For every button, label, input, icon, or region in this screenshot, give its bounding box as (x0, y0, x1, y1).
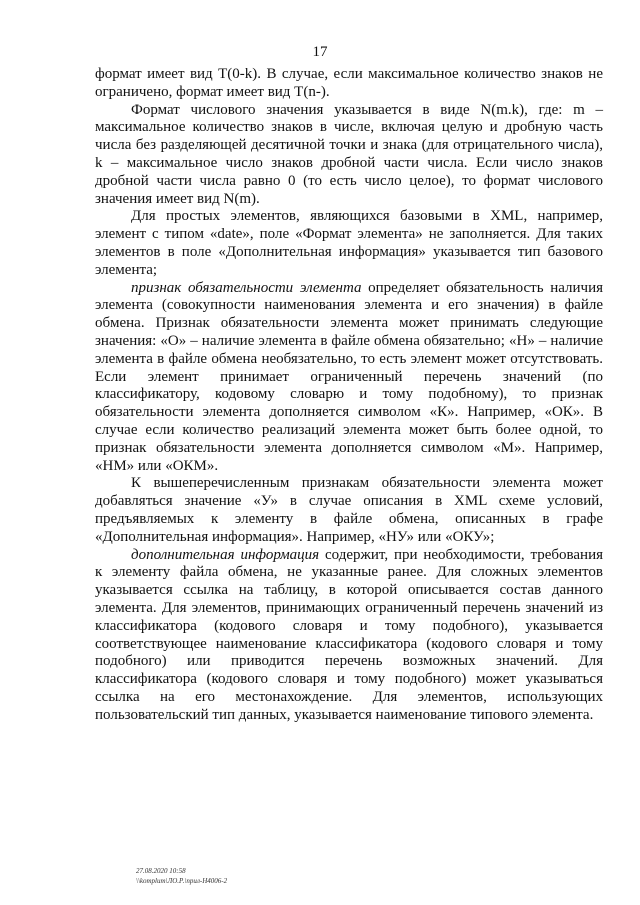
paragraph (95, 66, 603, 102)
paragraph-text: Формат числового значения указывается в виде N(m.k), где: m – максимальное количество знаков в числе, включая целую и дробную часть числа без разделяющей десятичной точки и знака (для отрицательного числа), k – максимальное число знаков дробной части числа. Если число знаков дробной части числа равно 0 (то есть число целое), то формат числового значения имеет вид N(m). (95, 101, 603, 207)
footer-stamp (136, 866, 227, 886)
paragraph-text: формат имеет вид T(0-k). В случае, если максимальное количество знаков не ограничено, формат имеет вид T(n-). (95, 66, 603, 100)
paragraph-text: Для простых элементов, являющихся базовыми в XML, например, элемент с типом «date», поле «Формат элемента» не заполняется. Для таких элементов в поле «Дополнительная информация» указывается тип базового элемента; (95, 208, 603, 278)
paragraph (95, 547, 603, 725)
footer-file-path: \\komplum\ЛО.Р.\прил-Н4006-2 (136, 877, 228, 885)
term-italic: дополнительная информация (131, 546, 320, 563)
paragraph-text: определяет обязательность наличия элемента (совокупности наименования элемента и его значения) в файле обмена. Признак обязательности элемента может принимать следующие значения: «О» – наличие элемента в файле обмена обязательно; «Н» – наличие элемента в файле обмена необязательно, то есть элемент может отсутствовать. Если элемент принимает ограниченный перечень значений (по классификатору, кодовому словарю и тому подобному), то признак обязательности элемента дополняется символом «К». Например, «ОК». В случае если количество реализаций элемента может быть более одной, то признак обязательности элемента дополняется символом «М». Например, «НМ» или «ОКМ». (95, 279, 603, 474)
paragraph (95, 280, 603, 476)
paragraph (95, 475, 603, 546)
page-number: 17 (312, 44, 328, 60)
paragraph (95, 208, 603, 279)
body-text (95, 66, 603, 724)
paragraph (95, 102, 603, 209)
term-italic: признак обязательности элемента (131, 279, 362, 296)
paragraph-text: содержит, при необходимости, требования к элементу файла обмена, не указанные ранее. Для сложных элементов указывается ссылка на таблицу, в которой описывается состав данного элемента. Для элементов, принимающих ограниченный перечень значений из классификатора (кодового словаря и тому подобного), указывается соответствующее наименование классификатора (кодового словаря и тому подобного) или приводится перечень возможных значений. Для классификатора (кодового словаря и тому подобного) может указываться ссылка на его местонахождение. Для элементов, использующих пользовательский тип данных, указывается наименование типового элемента. (95, 546, 604, 723)
footer-timestamp: 27.08.2020 10:58 (136, 867, 186, 875)
paragraph-text: К вышеперечисленным признакам обязательности элемента может добавляться значение «У» в случае описания в XML схеме условий, предъявляемых к элементу в файле обмена, описанных в графе «Дополнительная информация». Например, «НУ» или «ОКУ»; (95, 475, 603, 545)
